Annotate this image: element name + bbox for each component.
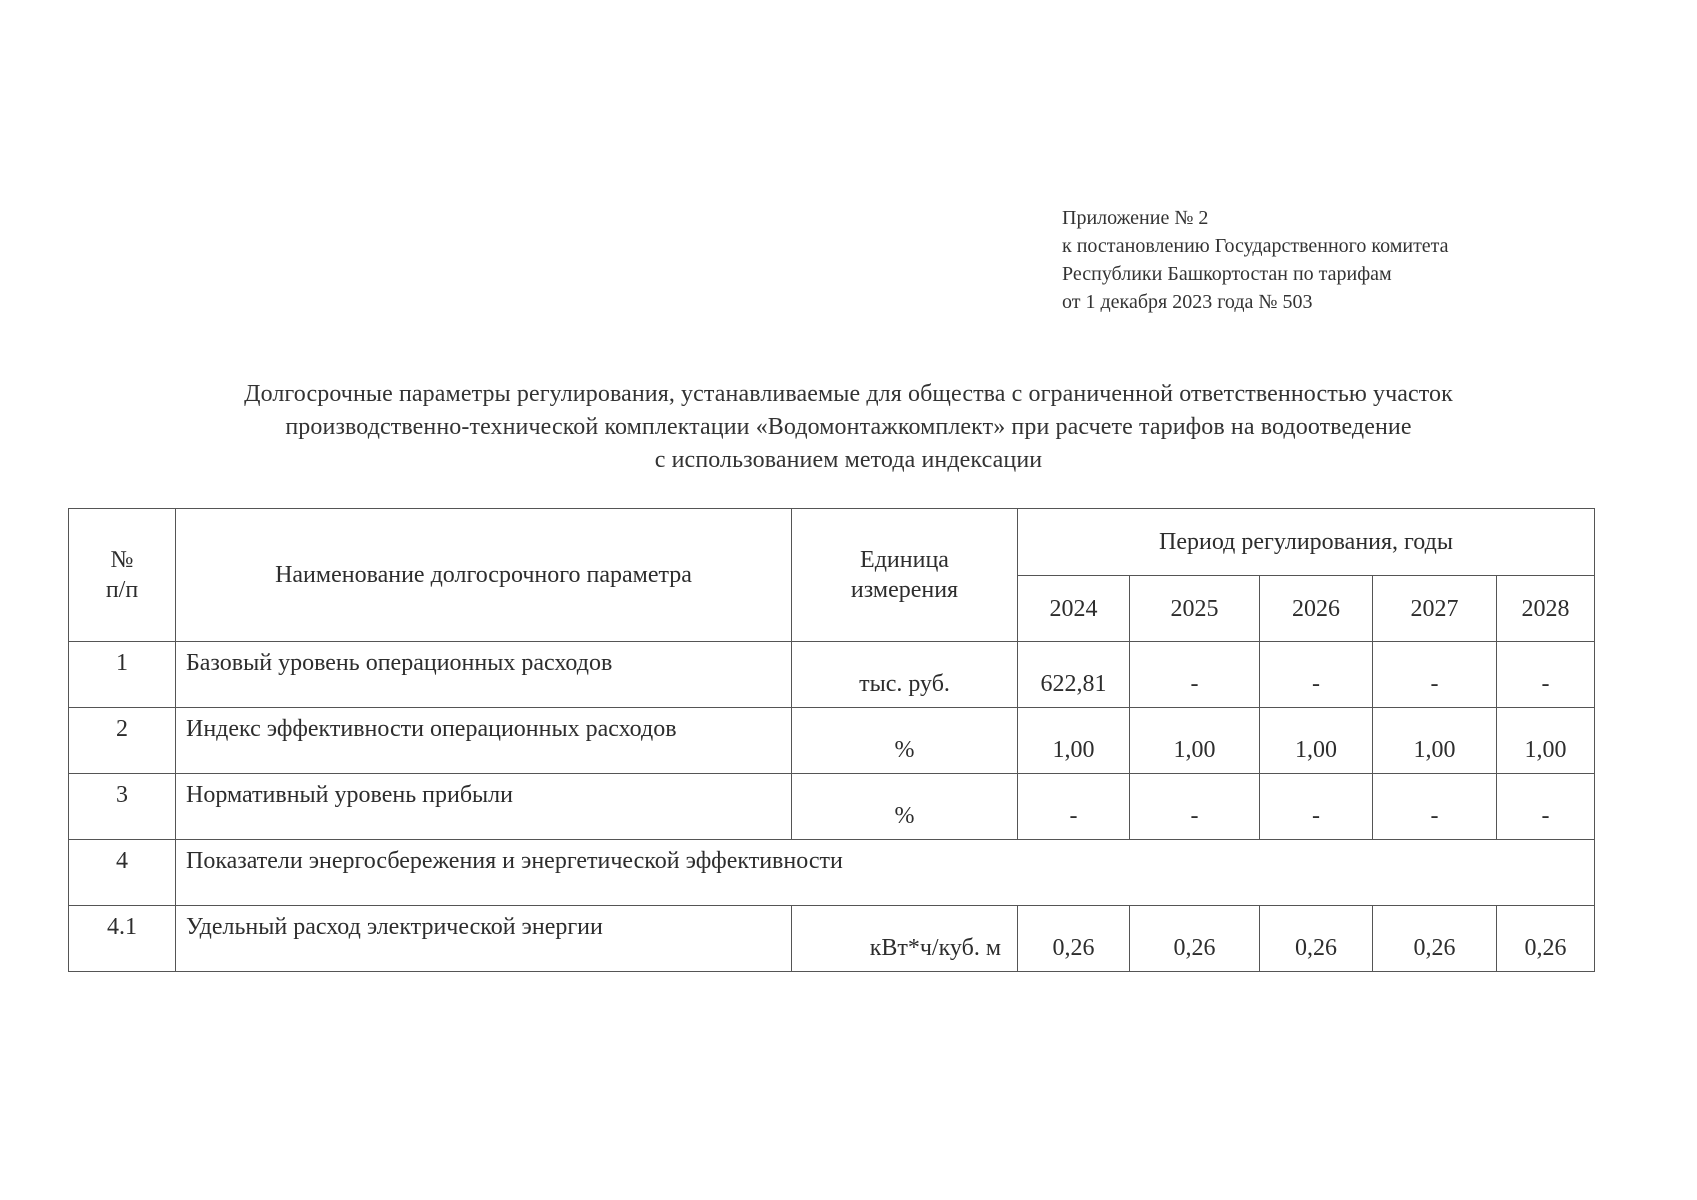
row-value: 0,26 [1260, 906, 1373, 972]
row-value: 0,26 [1373, 906, 1497, 972]
row-value: 622,81 [1018, 642, 1130, 708]
annex-line: Республики Башкортостан по тарифам [1062, 263, 1392, 285]
header-unit-line1: Единица [860, 547, 949, 573]
row-name: Удельный расход электрической энергии [176, 906, 792, 972]
row-name: Нормативный уровень прибыли [176, 774, 792, 840]
row-num: 4.1 [69, 906, 176, 972]
section-row [69, 840, 1595, 906]
header-year: 2025 [1130, 576, 1260, 642]
header-unit-line2: измерения [850, 577, 959, 603]
header-num-line2: п/п [105, 577, 139, 603]
row-unit: % [792, 708, 1018, 774]
row-unit: тыс. руб. [792, 642, 1018, 708]
row-value: - [1130, 642, 1260, 708]
row-value: - [1373, 642, 1497, 708]
table-row [69, 906, 1595, 972]
row-value: 0,26 [1130, 906, 1260, 972]
table-row [69, 774, 1595, 840]
row-name: Индекс эффективности операционных расходов [176, 708, 792, 774]
row-value: - [1497, 774, 1595, 840]
row-value: 1,00 [1260, 708, 1373, 774]
title-line: производственно-технической комплектации «Водомонтажкомплект» при расчете тарифов на водоотведение [285, 414, 1412, 440]
row-num: 1 [69, 642, 176, 708]
row-value: - [1260, 774, 1373, 840]
annex-block [1062, 204, 1449, 316]
header-num [69, 509, 176, 642]
header-num-line1: № [110, 547, 134, 573]
row-value: - [1497, 642, 1595, 708]
header-year: 2028 [1497, 576, 1595, 642]
document-title [0, 378, 1697, 477]
header-name: Наименование долгосрочного параметра [176, 509, 792, 642]
header-year: 2024 [1018, 576, 1130, 642]
row-value: 1,00 [1130, 708, 1260, 774]
row-value: 1,00 [1373, 708, 1497, 774]
row-value: 0,26 [1018, 906, 1130, 972]
row-unit: кВт*ч/куб. м [792, 906, 1018, 972]
header-unit [792, 509, 1018, 642]
row-num: 2 [69, 708, 176, 774]
header-row [69, 509, 1595, 576]
title-line: с использованием метода индексации [654, 447, 1043, 473]
row-value: 1,00 [1497, 708, 1595, 774]
table-row [69, 642, 1595, 708]
parameters-table [68, 508, 1595, 972]
header-year: 2027 [1373, 576, 1497, 642]
header-period: Период регулирования, годы [1018, 509, 1595, 576]
section-name: Показатели энергосбережения и энергетической эффективности [176, 840, 1595, 906]
row-value: - [1018, 774, 1130, 840]
annex-line: Приложение № 2 [1062, 207, 1209, 229]
row-num: 3 [69, 774, 176, 840]
row-value: 1,00 [1018, 708, 1130, 774]
row-value: - [1260, 642, 1373, 708]
header-year: 2026 [1260, 576, 1373, 642]
row-name: Базовый уровень операционных расходов [176, 642, 792, 708]
title-line: Долгосрочные параметры регулирования, устанавливаемые для общества с ограниченной ответственностью участок [244, 381, 1453, 407]
row-value: - [1130, 774, 1260, 840]
row-unit: % [792, 774, 1018, 840]
annex-line: от 1 декабря 2023 года № 503 [1062, 291, 1313, 313]
annex-line: к постановлению Государственного комитета [1062, 235, 1449, 257]
table-row [69, 708, 1595, 774]
row-value: 0,26 [1497, 906, 1595, 972]
row-num: 4 [69, 840, 176, 906]
row-value: - [1373, 774, 1497, 840]
